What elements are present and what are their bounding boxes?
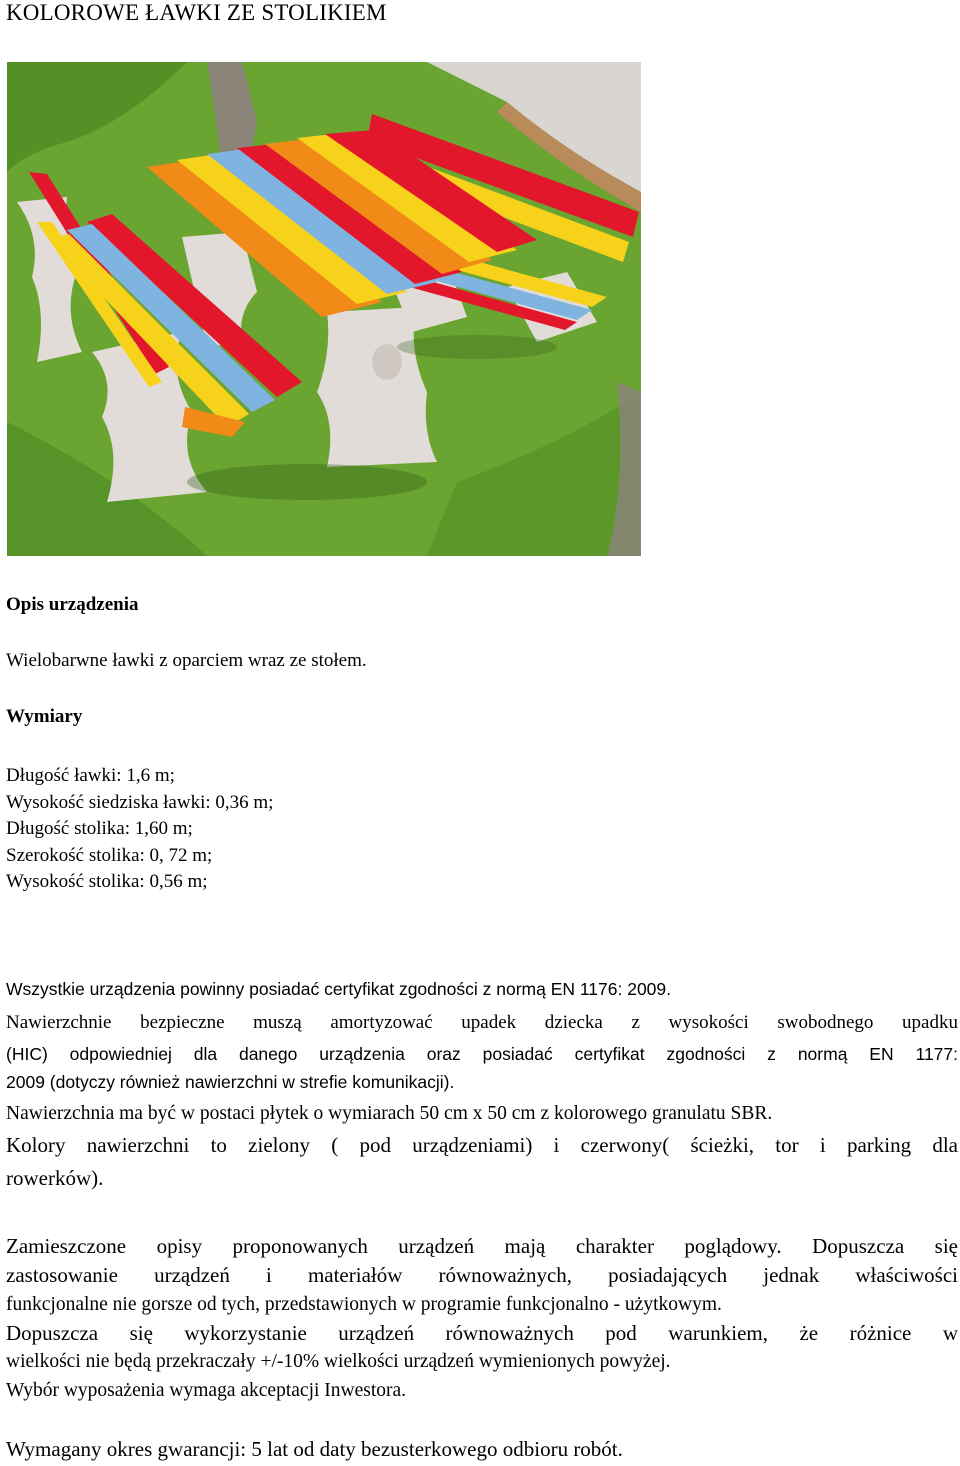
notes-text-line: Wybór wyposażenia wymaga akceptacji Inwestora. bbox=[6, 1380, 407, 1401]
notes-text-line: Zamieszczone opisy proponowanych urządzeń mają charakter poglądowy. Dopuszcza się bbox=[6, 1234, 958, 1258]
notes-text-line: zastosowanie urządzeń i materiałów równoważnych, posiadających jednak właściwości bbox=[6, 1263, 958, 1287]
colors-text-line: rowerków). bbox=[6, 1166, 104, 1190]
description-text: Wielobarwne ławki z oparciem wraz ze stołem. bbox=[6, 650, 367, 671]
warranty-text: Wymagany okres gwarancji: 5 lat od daty bezusterkowego odbioru robót. bbox=[6, 1437, 623, 1461]
product-photo bbox=[7, 62, 641, 556]
surface-text-line: Nawierzchnie bezpieczne muszą amortyzować upadek dziecka z wysokości swobodnego upadku bbox=[6, 1012, 958, 1033]
dimensions-list bbox=[6, 763, 273, 896]
notes-text-line: Dopuszcza się wykorzystanie urządzeń równoważnych pod warunkiem, że różnice w bbox=[6, 1321, 958, 1345]
dimension-item: Szerokość stolika: 0, 72 m; bbox=[6, 844, 213, 866]
bench-table-illustration bbox=[7, 62, 641, 556]
notes-text-line: funkcjonalne nie gorsze od tych, przedstawionych w programie funkcjonalno - użytkowym. bbox=[6, 1294, 722, 1315]
surface-text-line: (HIC) odpowiedniej dla danego urządzenia oraz posiadać certyfikat zgodności z normą EN 1177: bbox=[6, 1044, 958, 1064]
notes-text-line: wielkości nie będą przekraczały +/-10% wielkości urządzeń wymienionych powyżej. bbox=[6, 1351, 671, 1372]
dimension-item: Wysokość stolika: 0,56 m; bbox=[6, 871, 208, 892]
dimension-item: Długość ławki: 1,6 m; bbox=[6, 765, 175, 786]
dimension-item: Wysokość siedziska ławki: 0,36 m; bbox=[6, 791, 274, 813]
tiles-requirement: Nawierzchnia ma być w postaci płytek o wymiarach 50 cm x 50 cm z kolorowego granulatu SBR. bbox=[6, 1103, 773, 1124]
dimensions-heading: Wymiary bbox=[6, 706, 83, 727]
page-title: KOLOROWE ŁAWKI ZE STOLIKIEM bbox=[6, 0, 387, 25]
certificate-requirement: Wszystkie urządzenia powinny posiadać certyfikat zgodności z normą EN 1176: 2009. bbox=[6, 979, 672, 999]
description-heading: Opis urządzenia bbox=[6, 594, 139, 615]
colors-text-line: Kolory nawierzchni to zielony ( pod urządzeniami) i czerwony( ścieżki, tor i parking dla bbox=[6, 1133, 958, 1157]
dimension-item: Długość stolika: 1,60 m; bbox=[6, 818, 193, 839]
surface-text-line: 2009 (dotyczy również nawierzchni w strefie komunikacji). bbox=[6, 1072, 455, 1092]
